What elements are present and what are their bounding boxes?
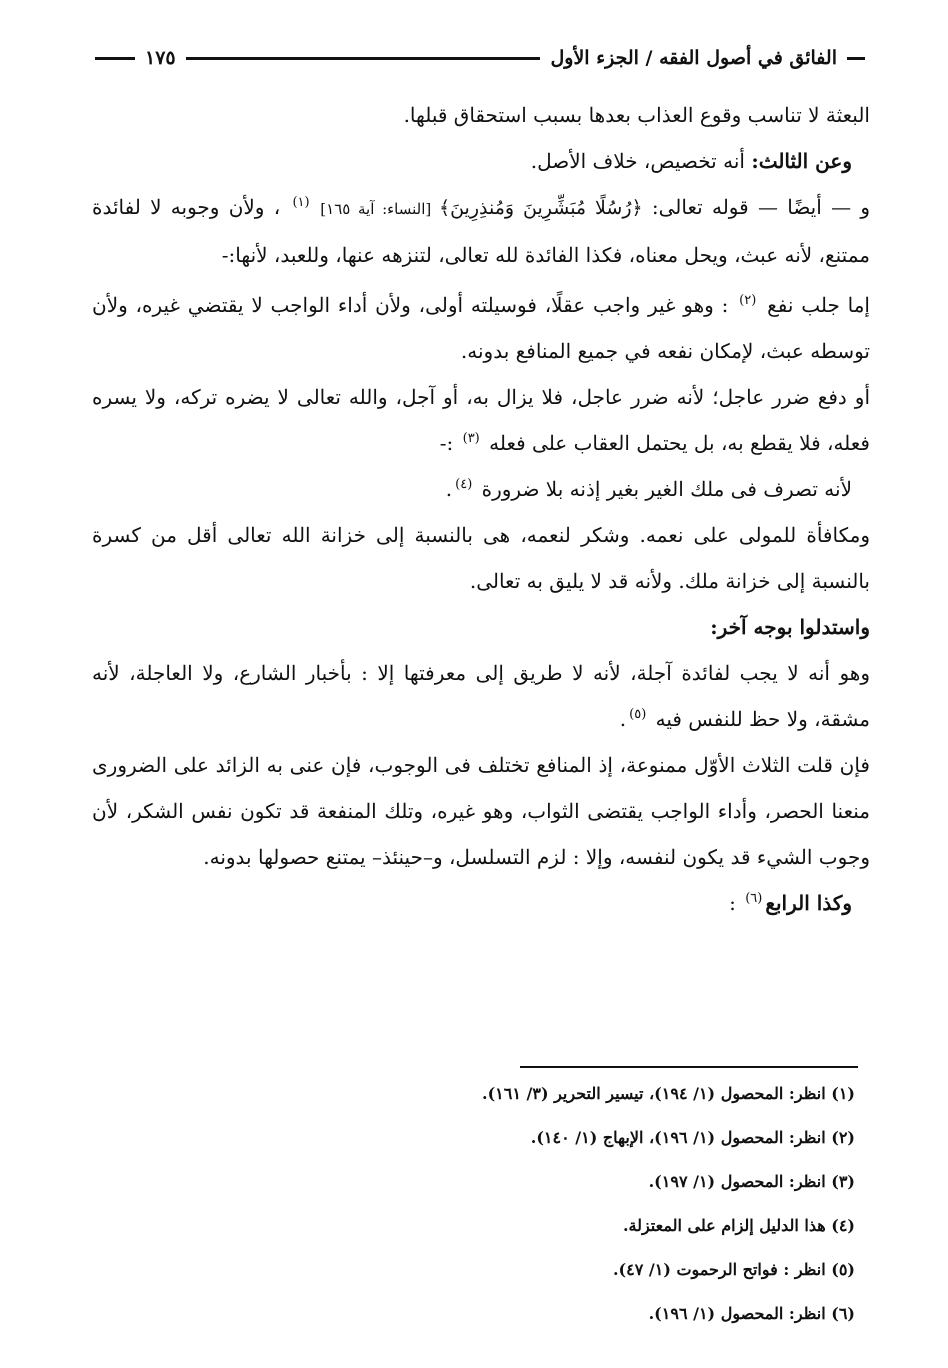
paragraph-6-tail: . bbox=[445, 477, 453, 501]
footnote-marker-1[interactable]: (١) bbox=[292, 195, 310, 211]
paragraph-9-tail: . bbox=[619, 707, 627, 731]
paragraph-3 bbox=[92, 184, 870, 278]
paragraph-9-text: وهو أنه لا يجب لفائدة آجلة، لأنه لا طريق إلى معرفتها إلا : بأخبار الشارع، ولا العاجلة، لأنه مشقة، ولا حظ للنفس فيه bbox=[92, 661, 870, 731]
footnote-2: (٢) انظر: المحصول (١/ ١٩٦)، الإبهاج (١/ ١٤٠). bbox=[530, 1128, 855, 1147]
paragraph-10: فإن قلت الثلاث الأوّل ممنوعة، إذ المنافع تختلف فى الوجوب، فإن عنى به الزائد على الضرورى منعنا الحصر، وأداء الواجب يقتضى الثواب، وهو غيره، وتلك المنفعة قد تكون نفس الشكر، لأن وجوب الشيء قد يكون لنفسه، وإلا : لزم التسلسل، و–حينئذ– يمتنع حصولها بدونه. bbox=[92, 753, 870, 869]
verse-reference: [النساء: آية ١٦٥] bbox=[312, 200, 439, 218]
footnote-3: (٣) انظر: المحصول (١/ ١٩٧). bbox=[648, 1172, 855, 1191]
quran-verse: ﴿رُسُلًا مُبَشِّرِينَ وَمُنذِرِينَ﴾ bbox=[438, 197, 643, 219]
footnote-divider bbox=[520, 1066, 858, 1068]
paragraph-5-text: أو دفع ضرر عاجل؛ لأنه ضرر عاجل، فلا يزال به، أو آجل، والله تعالى لا يضره تركه، ولا يسره فعله، فلا يقطع به، بل يحتمل العقاب على فعله bbox=[92, 385, 870, 455]
paragraph-6-text: لأنه تصرف فى ملك الغير بغير إذنه بلا ضرورة bbox=[475, 477, 852, 501]
paragraph-3-lead: و — أيضًا — قوله تعالى: bbox=[642, 195, 870, 219]
main-text bbox=[92, 92, 870, 926]
paragraph-4-lead: إما جلب نفع bbox=[759, 293, 870, 317]
paragraph-2-heading: وعن الثالث: bbox=[751, 149, 852, 173]
footnote-marker-5[interactable]: (٥) bbox=[629, 707, 647, 723]
paragraph-5 bbox=[92, 374, 870, 466]
footnote-4: (٤) هذا الدليل إلزام على المعتزلة. bbox=[622, 1216, 855, 1235]
header-rule bbox=[186, 57, 541, 60]
paragraph-7: ومكافأة للمولى على نعمه. وشكر لنعمه، هى بالنسبة إلى خزانة الله تعالى أقل من كسرة بالنسبة إلى خزانة ملك. ولأنه قد لا يليق به تعالى. bbox=[92, 523, 870, 593]
paragraph-2-text: أنه تخصيص، خلاف الأصل. bbox=[530, 149, 752, 173]
paragraph-9 bbox=[92, 650, 870, 742]
footnote-marker-6[interactable]: (٦) bbox=[745, 891, 763, 907]
header-title: الفائق في أصول الفقه / الجزء الأول bbox=[550, 47, 837, 69]
footnote-5: (٥) انظر : فواتح الرحموت (١/ ٤٧). bbox=[612, 1260, 855, 1279]
header-dash-left bbox=[95, 57, 135, 60]
footnotes bbox=[360, 1072, 855, 1336]
paragraph-6 bbox=[92, 466, 870, 512]
paragraph-1: البعثة لا تناسب وقوع العذاب بعدها بسبب استحقاق قبلها. bbox=[403, 103, 870, 127]
running-header bbox=[95, 40, 865, 76]
section-heading: واستدلوا بوجه آخر: bbox=[710, 615, 870, 639]
paragraph-4 bbox=[92, 282, 870, 374]
paragraph-5-tail: :- bbox=[439, 431, 460, 455]
paragraph-11-tail: : bbox=[729, 891, 743, 915]
paragraph-11 bbox=[92, 880, 870, 926]
footnote-6: (٦) انظر: المحصول (١/ ١٩٦). bbox=[648, 1304, 855, 1323]
page-number: ١٧٥ bbox=[145, 47, 176, 69]
header-dash-right bbox=[847, 57, 865, 60]
paragraph-3-text: ، ولأن وجوبه لا لفائدة ممتنع، لأنه عبث، ويحل معناه، فكذا الفائدة لله تعالى، لتنزهه عنها، وللعبد، لأنها:- bbox=[92, 195, 870, 267]
footnote-1: (١) انظر: المحصول (١/ ١٩٤)، تيسير التحرير (٣/ ١٦١). bbox=[482, 1084, 855, 1103]
paragraph-11-heading: وكذا الرابع bbox=[765, 891, 852, 915]
footnote-marker-3[interactable]: (٣) bbox=[462, 431, 480, 447]
paragraph-2 bbox=[92, 138, 870, 184]
paragraph-4-text: : وهو غير واجب عقلًا، فوسيلته أولى، ولأن أداء الواجب لا يقتضي غيره، ولأن توسطه عبث، لإمكان نفعه في جميع المنافع بدونه. bbox=[92, 293, 870, 363]
footnote-marker-2[interactable]: (٢) bbox=[739, 293, 757, 309]
footnote-marker-4[interactable]: (٤) bbox=[455, 477, 473, 493]
